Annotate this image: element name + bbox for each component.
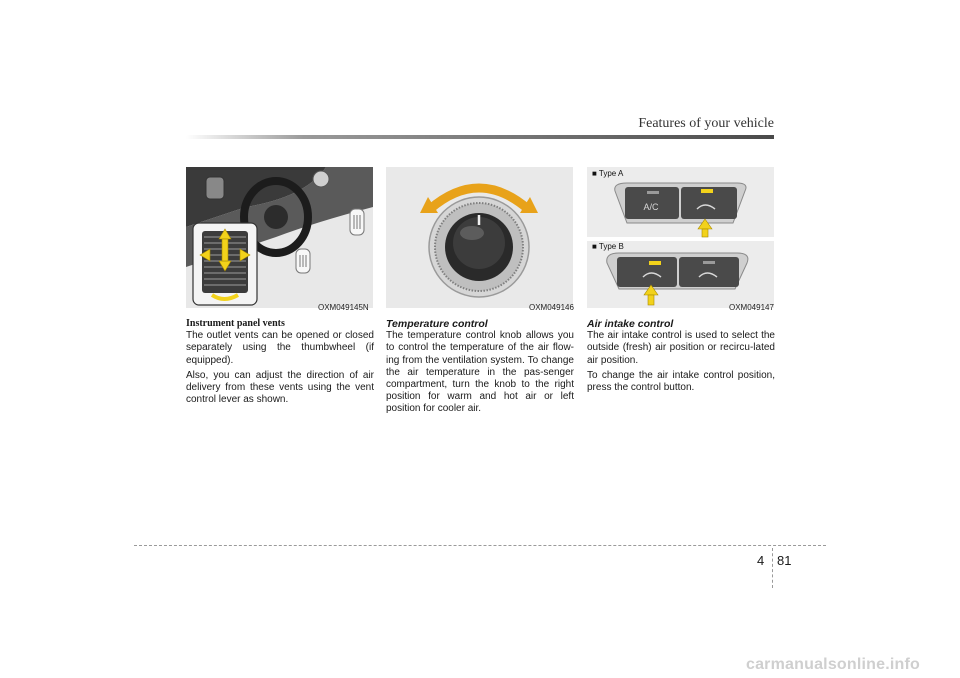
intake-paragraph-2: To change the air intake control position, press the control button. xyxy=(587,369,775,394)
temperature-section xyxy=(386,318,574,419)
temperature-knob-illustration xyxy=(386,167,573,308)
section-header-title: Features of your vehicle xyxy=(638,116,774,131)
vents-section xyxy=(186,318,374,409)
figure-code-temperature: OXM049146 xyxy=(529,303,574,312)
chapter-number: 4 xyxy=(757,553,765,568)
temperature-section-title: Temperature control xyxy=(386,318,488,330)
vents-illustration xyxy=(186,167,373,308)
ac-button-label: A/C xyxy=(643,202,659,212)
watermark: carmanualsonline.info xyxy=(745,656,920,673)
footer-rule xyxy=(134,545,826,546)
figure-code-vents: OXM049145N xyxy=(318,303,369,312)
intake-section-title: Air intake control xyxy=(587,318,674,330)
page-number: 81 xyxy=(777,553,792,568)
temperature-paragraph-1: The temperature control knob allows you to control the temperature of the air flow-ing from the ventilation system. To change the air temperature in the pas-senger compartment, turn the knob to the right position for warm and hot air or left position for cooler air. xyxy=(386,330,574,415)
type-b-label: ■ Type B xyxy=(592,242,624,251)
intake-paragraph-1: The air intake control is used to select the outside (fresh) air position or recircu-lated air position. xyxy=(587,330,775,366)
type-a-label: ■ Type A xyxy=(592,169,624,178)
header-rule xyxy=(186,135,774,139)
vents-paragraph-1: The outlet vents can be opened or closed separately using the thumbwheel (if equipped). xyxy=(186,330,374,366)
air-intake-illustration xyxy=(587,167,774,308)
intake-section xyxy=(587,318,775,397)
vents-section-title: Instrument panel vents xyxy=(186,318,285,329)
page-divider xyxy=(772,548,773,588)
vents-paragraph-2: Also, you can adjust the direction of air delivery from these vents using the vent control lever as shown. xyxy=(186,369,374,406)
figure-code-intake: OXM049147 xyxy=(729,303,774,312)
